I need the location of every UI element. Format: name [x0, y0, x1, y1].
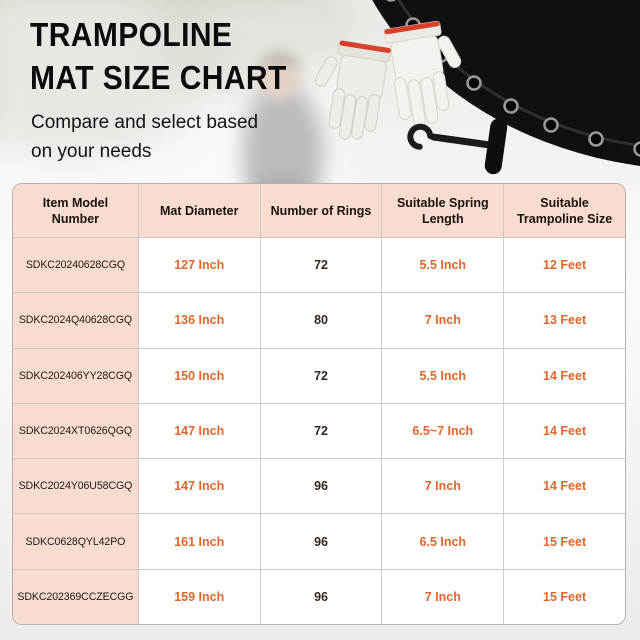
- cell-spring: 5.5 Inch: [381, 349, 503, 403]
- cell-diameter: 147 Inch: [138, 404, 260, 458]
- cell-model: SDKC2024XT0626QGQ: [13, 404, 138, 458]
- cell-model: SDKC2024Q40628CGQ: [13, 293, 138, 347]
- cell-rings: 72: [260, 404, 382, 458]
- cell-rings: 96: [260, 570, 382, 624]
- column-header-rings: Number of Rings: [260, 184, 382, 237]
- table-row: [13, 348, 625, 403]
- cell-rings: 96: [260, 514, 382, 568]
- cell-model: SDKC202369CCZECGG: [13, 570, 138, 624]
- cell-size: 14 Feet: [503, 459, 625, 513]
- cell-diameter: 161 Inch: [138, 514, 260, 568]
- table-row: [13, 569, 625, 624]
- cell-size: 15 Feet: [503, 570, 625, 624]
- title-line-1: TRAMPOLINE: [30, 17, 233, 54]
- mat-size-table: [12, 183, 626, 625]
- cell-spring: 7 Inch: [381, 570, 503, 624]
- cell-spring: 6.5~7 Inch: [381, 404, 503, 458]
- cell-model: SDKC2024Y06U58CGQ: [13, 459, 138, 513]
- table-row: [13, 458, 625, 513]
- subtitle-line-2: on your needs: [31, 141, 152, 162]
- table-header-row: [13, 184, 625, 237]
- cell-rings: 72: [260, 349, 382, 403]
- table-row: [13, 237, 625, 292]
- cell-size: 12 Feet: [503, 238, 625, 292]
- column-header-model: Item Model Number: [13, 184, 138, 237]
- cell-spring: 7 Inch: [381, 293, 503, 347]
- cell-size: 14 Feet: [503, 349, 625, 403]
- column-header-spring: Suitable Spring Length: [381, 184, 503, 237]
- column-header-size: Suitable Trampoline Size: [503, 184, 625, 237]
- cell-model: SDKC20240628CGQ: [13, 238, 138, 292]
- title-line-2: MAT SIZE CHART: [30, 60, 287, 97]
- cell-rings: 72: [260, 238, 382, 292]
- cell-size: 15 Feet: [503, 514, 625, 568]
- cell-size: 14 Feet: [503, 404, 625, 458]
- cell-diameter: 127 Inch: [138, 238, 260, 292]
- cell-size: 13 Feet: [503, 293, 625, 347]
- table-row: [13, 292, 625, 347]
- column-header-diameter: Mat Diameter: [138, 184, 260, 237]
- cell-diameter: 159 Inch: [138, 570, 260, 624]
- cell-diameter: 136 Inch: [138, 293, 260, 347]
- hero-text-block: [0, 0, 640, 190]
- cell-spring: 7 Inch: [381, 459, 503, 513]
- table-row: [13, 513, 625, 568]
- cell-spring: 6.5 Inch: [381, 514, 503, 568]
- subtitle-line-1: Compare and select based: [31, 112, 259, 133]
- page-subtitle: [31, 108, 258, 166]
- cell-spring: 5.5 Inch: [381, 238, 503, 292]
- cell-diameter: 150 Inch: [138, 349, 260, 403]
- table-row: [13, 403, 625, 458]
- hero-section: [0, 0, 640, 190]
- cell-diameter: 147 Inch: [138, 459, 260, 513]
- page-title: [30, 14, 287, 100]
- cell-model: SDKC0628QYL42PO: [13, 514, 138, 568]
- cell-rings: 96: [260, 459, 382, 513]
- cell-model: SDKC202406YY28CGQ: [13, 349, 138, 403]
- cell-rings: 80: [260, 293, 382, 347]
